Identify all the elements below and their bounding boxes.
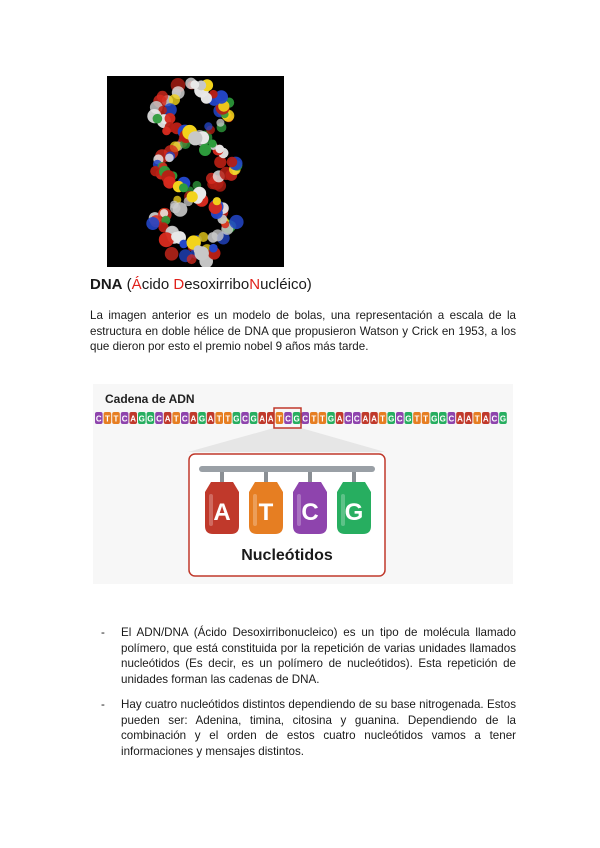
sequence-letter: A	[130, 414, 137, 424]
adn-chain-figure	[93, 384, 513, 584]
sequence-letter: T	[113, 414, 119, 424]
sequence-letter: A	[190, 414, 197, 424]
sequence-letter: G	[439, 414, 446, 424]
atom-ball	[187, 191, 198, 202]
nucleotide-stem	[264, 472, 268, 482]
atom-ball	[188, 131, 202, 145]
panel-rail	[199, 466, 375, 472]
atom-ball	[215, 145, 224, 154]
sequence-letter: G	[405, 414, 412, 424]
heading-word-desoxirribo: esoxirribo	[184, 276, 250, 293]
dna-heading	[90, 276, 312, 293]
list-dash: -	[101, 626, 105, 639]
atom-ball	[170, 203, 181, 214]
list-item-text: El ADN/DNA (Ácido Desoxirribonucleico) es un tipo de molécula llamado polímero, que está constituida por la repetición de varias unidades llamados nucleótidos (Es decir, es un polímero de nucleótidos). Esta repetición de unidades forman las cadenas de DNA.	[121, 626, 516, 686]
sequence-letter: C	[181, 414, 188, 424]
sequence-letter: A	[482, 414, 489, 424]
dna-acronym: DNA	[90, 276, 123, 293]
nucleotide-stem	[308, 472, 312, 482]
list-dash: -	[101, 698, 105, 711]
heading-letter-n: N	[249, 276, 261, 293]
sequence-letter: A	[457, 414, 463, 424]
sequence-letter: C	[396, 414, 403, 424]
sequence-letter: T	[216, 414, 222, 424]
sequence-letter: C	[121, 414, 128, 424]
sequence-letter: T	[319, 414, 325, 424]
sequence-letter: C	[345, 414, 352, 424]
atom-ball	[227, 157, 238, 168]
sequence-letter: T	[104, 414, 110, 424]
nucleotide-letter: T	[258, 499, 274, 526]
heading-word-acido: cido	[141, 276, 174, 293]
atom-ball	[204, 122, 212, 130]
heading-letter-d: D	[173, 276, 185, 293]
nucleotide-stem	[352, 472, 356, 482]
sequence-letter: T	[276, 414, 282, 424]
atom-ball	[213, 197, 221, 205]
dna-double-helix-illustration	[107, 76, 284, 267]
nucleotide-shine	[253, 494, 257, 526]
atom-ball	[153, 114, 163, 124]
atom-ball	[165, 247, 179, 261]
sequence-letter: A	[164, 414, 171, 424]
sequence-letter: A	[207, 414, 214, 424]
sequence-letter: G	[327, 414, 335, 424]
nucleotide-stem	[220, 472, 224, 482]
atom-ball	[162, 127, 171, 136]
sequence-letter: G	[293, 414, 300, 424]
nucleotide-letter: A	[213, 499, 231, 526]
sequence-letter: A	[362, 414, 369, 424]
nucleotide-letter: C	[301, 499, 319, 526]
dna-ball-model-image	[107, 76, 284, 267]
atom-ball	[229, 215, 243, 229]
sequence-letter: G	[250, 414, 257, 424]
chain-title: Cadena de ADN	[105, 392, 195, 406]
nucleotide-letter: G	[344, 499, 364, 526]
heading-word-ucleico: ucléico	[260, 276, 307, 293]
list-item	[101, 697, 516, 759]
sequence-letter: G	[499, 414, 507, 424]
heading-close-paren: )	[306, 276, 312, 293]
intro-paragraph: La imagen anterior es un modelo de bolas, una representación a escala de la estructura en doble hélice de DNA que propusieron Watson y Crick en 1953, a los que dieron por esto el premio nobel 9 años más tarde.	[90, 309, 516, 353]
sequence-letter: A	[465, 414, 472, 424]
sequence-letter: T	[474, 414, 480, 424]
atom-ball	[146, 217, 159, 230]
sequence-letter: T	[173, 414, 179, 424]
sequence-letter: G	[431, 414, 438, 424]
sequence-letter: G	[138, 414, 145, 424]
sequence-letter: C	[242, 414, 248, 424]
sequence-letter: C	[353, 414, 360, 424]
sequence-letter: C	[491, 414, 498, 424]
atom-ball	[194, 245, 203, 254]
heading-open-paren: (	[122, 276, 132, 293]
sequence-letter: A	[336, 414, 343, 424]
sequence-letter: A	[371, 414, 377, 424]
sequence-letter: T	[380, 414, 386, 424]
sequence-letter: T	[225, 414, 231, 424]
atom-ball	[190, 80, 199, 89]
sequence-letter: C	[302, 414, 309, 424]
sequence-letter: T	[311, 414, 317, 424]
atom-ball	[209, 244, 218, 253]
sequence-letter: G	[233, 414, 240, 424]
sequence-letter: G	[388, 414, 395, 424]
atom-ball	[209, 140, 217, 148]
list-item-text: Hay cuatro nucleótidos distintos dependiendo de su base nitrogenada. Estos pueden ser: Adenina, timina, citosina y guanina. Dependiendo de la combinación y el orden de estos cuatro nucleótidos vamos a tener informaciones y mensajes distintos.	[121, 698, 516, 758]
atom-ball	[159, 232, 174, 247]
sequence-letter: A	[267, 414, 274, 424]
bullet-list	[101, 625, 516, 769]
sequence-letter: C	[95, 414, 102, 424]
sequence-letter: C	[285, 414, 291, 424]
sequence-letter: C	[156, 414, 162, 424]
heading-letter-a: Á	[131, 276, 142, 293]
atom-ball	[179, 183, 188, 192]
sequence-letter: T	[414, 414, 420, 424]
list-item	[101, 625, 516, 687]
sequence-letter: A	[259, 414, 266, 424]
sequence-letter: G	[147, 414, 154, 424]
atom-ball	[216, 119, 224, 127]
nucleotides-label: Nucleótidos	[241, 547, 333, 564]
sequence-letter: C	[448, 414, 455, 424]
sequence-letter: G	[198, 414, 206, 424]
sequence-letter: T	[423, 414, 429, 424]
atom-ball	[165, 154, 174, 163]
